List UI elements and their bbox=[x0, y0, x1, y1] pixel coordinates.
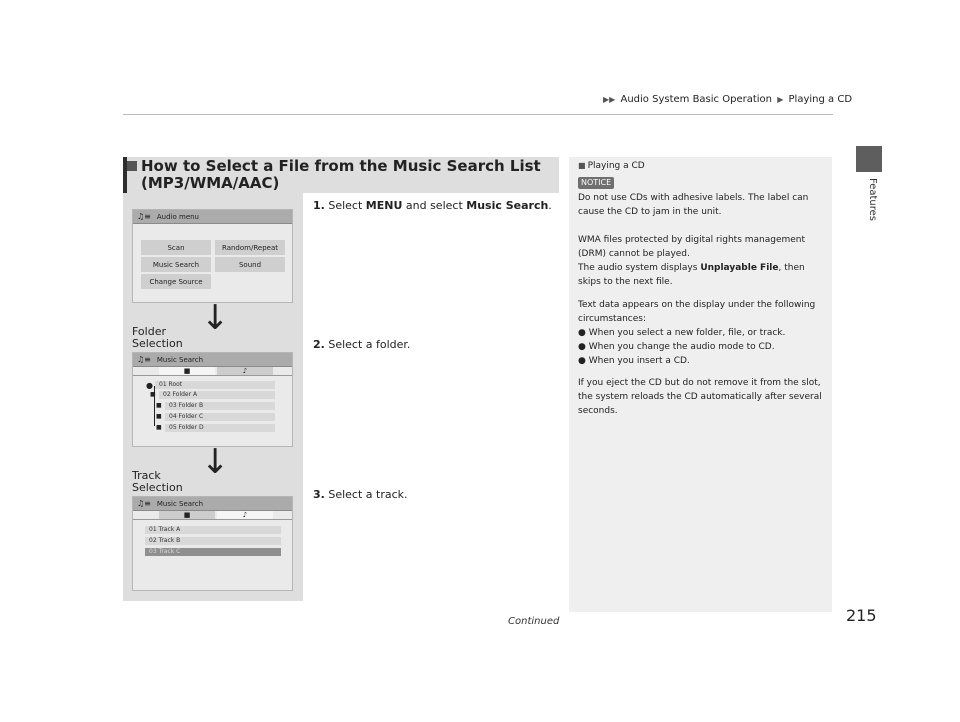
step-keyword: MENU bbox=[365, 199, 403, 212]
screen-title: Audio menu bbox=[156, 212, 199, 221]
step-number: 3. bbox=[313, 488, 325, 501]
note-keyword: Unplayable File bbox=[700, 263, 779, 273]
note-line: If you eject the CD but do not remove it from the slot, bbox=[578, 378, 821, 388]
scan-button[interactable]: Scan bbox=[141, 240, 211, 255]
note-bullet bbox=[578, 354, 828, 368]
section-square-icon bbox=[127, 161, 137, 171]
section-heading bbox=[123, 157, 559, 193]
note-line: Text data appears on the display under the following bbox=[578, 300, 816, 310]
list-item-selected[interactable]: 03 Track C bbox=[145, 548, 281, 556]
note-bullet bbox=[578, 340, 828, 354]
down-arrow-icon: ↓ bbox=[201, 298, 230, 338]
note-line bbox=[578, 261, 828, 275]
folder-selection-screen bbox=[132, 352, 293, 447]
breadcrumb-item-section[interactable]: Audio System Basic Operation bbox=[620, 94, 772, 105]
step-3 bbox=[313, 488, 408, 501]
label-line: Selection bbox=[132, 337, 183, 350]
audio-menu-screen bbox=[132, 209, 293, 303]
music-note-icon: ♫≡ bbox=[137, 212, 151, 221]
root-folder-icon: ● bbox=[146, 381, 153, 390]
tab-folder[interactable]: ■ bbox=[159, 367, 215, 376]
breadcrumb bbox=[601, 94, 852, 105]
folder-icon: ■ bbox=[156, 424, 162, 431]
note-line: WMA files protected by digital rights management bbox=[578, 235, 806, 245]
tab-folder[interactable]: ■ bbox=[159, 511, 215, 520]
note-line: circumstances: bbox=[578, 314, 647, 324]
step-text: . bbox=[548, 199, 552, 212]
breadcrumb-item-page[interactable]: Playing a CD bbox=[788, 94, 853, 105]
note-line: Do not use CDs with adhesive labels. The label can bbox=[578, 193, 809, 203]
list-item[interactable]: 02 Folder A bbox=[159, 391, 275, 399]
note-bullet bbox=[578, 326, 828, 340]
screen-title-bar bbox=[133, 210, 292, 224]
note-heading bbox=[578, 161, 645, 171]
continued-label: Continued bbox=[508, 616, 560, 627]
note-line: skips to the next file. bbox=[578, 277, 673, 287]
breadcrumb-arrow-icon: ▶ bbox=[777, 95, 784, 104]
step-text: Select a track. bbox=[328, 488, 408, 501]
label-line: Track bbox=[132, 469, 161, 482]
music-note-icon: ♫≡ bbox=[137, 499, 151, 508]
side-note bbox=[569, 157, 832, 612]
sound-button[interactable]: Sound bbox=[215, 257, 285, 272]
step-1 bbox=[313, 199, 552, 212]
list-item[interactable]: 03 Folder B bbox=[165, 402, 275, 410]
tab-track[interactable]: ♪ bbox=[217, 511, 273, 520]
section-title: How to Select a File from the Music Search List (MP3/WMA/AAC) bbox=[141, 157, 541, 192]
note-bullet-text: When you insert a CD. bbox=[588, 356, 690, 366]
label-line: Folder bbox=[132, 325, 166, 338]
screen-title-bar bbox=[133, 353, 292, 367]
folder-icon: ■ bbox=[156, 413, 162, 420]
bullet-icon: ● bbox=[578, 356, 589, 366]
note-paragraph bbox=[578, 298, 828, 368]
bullet-icon: ● bbox=[578, 342, 589, 352]
note-heading-text: Playing a CD bbox=[587, 161, 645, 171]
breadcrumb-arrow-icon: ▶▶ bbox=[603, 95, 616, 104]
tabs-divider bbox=[133, 375, 293, 376]
list-item[interactable]: 05 Folder D bbox=[165, 424, 275, 432]
screen-title-bar bbox=[133, 497, 292, 511]
label-line: Selection bbox=[132, 481, 183, 494]
track-selection-label bbox=[132, 470, 183, 494]
note-line: cause the CD to jam in the unit. bbox=[578, 207, 722, 217]
step-text: Select a folder. bbox=[328, 338, 411, 351]
notice-badge: NOTICE bbox=[578, 177, 614, 189]
note-bullet-text: When you change the audio mode to CD. bbox=[588, 342, 775, 352]
change-source-button[interactable]: Change Source bbox=[141, 274, 211, 289]
step-number: 1. bbox=[313, 199, 325, 212]
tab-track[interactable]: ♪ bbox=[217, 367, 273, 376]
note-paragraph bbox=[578, 376, 828, 418]
step-keyword: Music Search bbox=[466, 199, 549, 212]
music-note-icon: ♫≡ bbox=[137, 355, 151, 364]
header-divider bbox=[123, 114, 833, 115]
step-text: and select bbox=[402, 199, 467, 212]
list-item[interactable]: 01 Track A bbox=[145, 526, 281, 534]
chapter-tab-marker bbox=[856, 146, 882, 172]
down-arrow-icon: ↓ bbox=[201, 442, 230, 482]
tabs-divider bbox=[133, 519, 293, 520]
list-item[interactable]: 04 Folder C bbox=[165, 413, 275, 421]
note-line: (DRM) cannot be played. bbox=[578, 249, 690, 259]
page-number: 215 bbox=[846, 606, 877, 625]
note-text-span: , then bbox=[778, 263, 805, 273]
step-text: Select bbox=[328, 199, 366, 212]
reference-icon: ■ bbox=[578, 161, 586, 170]
list-item[interactable]: 01 Root bbox=[155, 381, 275, 389]
bullet-icon: ● bbox=[578, 328, 589, 338]
note-text-span: The audio system displays bbox=[578, 263, 701, 273]
note-bullet-text: When you select a new folder, file, or track. bbox=[588, 328, 786, 338]
list-item[interactable]: 02 Track B bbox=[145, 537, 281, 545]
folder-icon: ■ bbox=[150, 391, 156, 398]
screen-title: Music Search bbox=[156, 499, 204, 508]
track-selection-screen bbox=[132, 496, 293, 591]
folder-selection-label bbox=[132, 326, 183, 350]
step-number: 2. bbox=[313, 338, 325, 351]
illustration-column bbox=[123, 193, 303, 601]
note-paragraph bbox=[578, 191, 828, 219]
note-line: the system reloads the CD automatically after several bbox=[578, 392, 822, 402]
note-paragraph bbox=[578, 233, 828, 289]
note-line: seconds. bbox=[578, 406, 618, 416]
step-2 bbox=[313, 338, 410, 351]
random-repeat-button[interactable]: Random/Repeat bbox=[215, 240, 285, 255]
chapter-tab-label: Features bbox=[867, 178, 878, 221]
music-search-button[interactable]: Music Search bbox=[141, 257, 211, 272]
folder-icon: ■ bbox=[156, 402, 162, 409]
screen-title: Music Search bbox=[156, 355, 204, 364]
